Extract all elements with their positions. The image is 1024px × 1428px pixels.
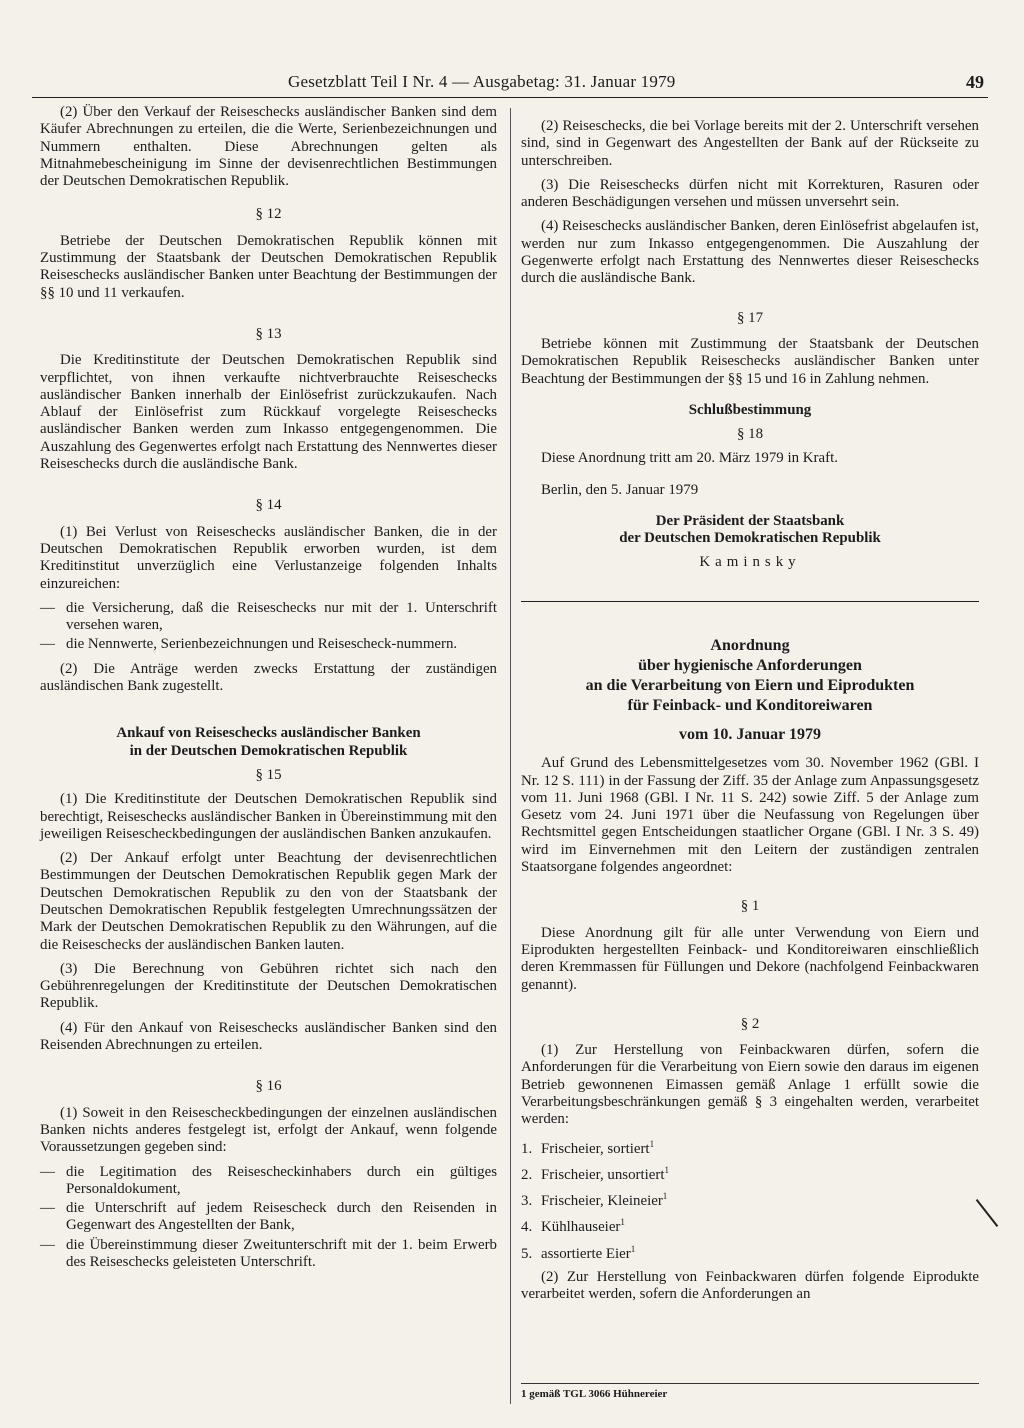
dash-marker: — xyxy=(40,1200,55,1217)
paragraph-11-2: (2) Über den Verkauf der Reiseschecks ausländischer Banken sind dem Käufer Abrechnungen zu erteilen, die die Werte, Serienbezeichnungen und Nummern enthalten. Diese Abrechnungen gelten als Mitnahmebescheinigung im Sinne der devisenrechtlichen Bestimmungen der Deutschen Demokratischen Republik. xyxy=(40,104,497,190)
right-column xyxy=(521,118,979,1311)
section-13-text: Die Kreditinstitute der Deutschen Demokratischen Republik sind verpflichtet, von ihnen verkaufte nichtverbrauchte Reiseschecks ausländischer Banken innerhalb der Einlösefrist zurückzukaufen. Nach Ablauf der Einlösefrist zum Rückkauf vorgelegte Reiseschecks ausländischer Banken werden zum Inkasso entgegengenommen. Die Auszahlung des Gegenwertes erfolgt nach Erstattung des Nennwertes dieser Reiseschecks durch die ausländische Bank. xyxy=(40,352,497,473)
dash-item xyxy=(40,1200,497,1235)
signature-name: Kaminsky xyxy=(699,553,801,570)
section-15-para-4: (4) Für den Ankauf von Reiseschecks ausländischer Banken sind den Reisenden Abrechnungen zu erteilen. xyxy=(40,1019,497,1054)
section-separator xyxy=(521,601,979,602)
list-item: 4. Kühlhauseier$^1$ xyxy=(521,1217,625,1236)
ordinance-title-line: für Feinback- und Konditoreiwaren xyxy=(627,696,873,714)
dash-text: die Legitimation des Reisescheckinhabers durch ein gültiges Personaldokument, xyxy=(66,1163,497,1197)
section-16-para-4: (4) Reiseschecks ausländischer Banken, deren Einlösefrist abgelaufen ist, werden nur zum Inkasso entgegengenommen. Die Auszahlung der Gegenwerte erfolgt nach Erstattung des Nennwertes dieser Reiseschecks durch die ausländische Bank. xyxy=(521,218,979,287)
subheading-line-1: Ankauf von Reiseschecks ausländischer Banken xyxy=(116,725,421,742)
list-item: 1. Frischeier, sortiert$^1$ xyxy=(521,1138,655,1157)
dash-text: die Versicherung, daß die Reiseschecks nur mit der 1. Unterschrift versehen waren, xyxy=(66,599,497,634)
section-12-heading: § 12 xyxy=(255,206,282,223)
page-number: 49 xyxy=(966,72,984,92)
ordinance-section-2-para-1: (1) Zur Herstellung von Feinbackwaren dürfen, sofern die Anforderungen für die Verarbeitung von Eiern sowie den daraus im eigenen Betrieb gewonnenen Eimassen gemäß Anlage 1 erfüllt sowie die Verarbeitungsbeschränkungen gemäß § 3 eingehalten werden, verarbeitet werden: xyxy=(521,1042,979,1128)
signature-title-2: der Deutschen Demokratischen Republik xyxy=(619,530,881,547)
list-item: 3. Frischeier, Kleineier$^1$ xyxy=(521,1191,668,1210)
section-17-text: Betriebe können mit Zustimmung der Staatsbank der Deutschen Demokratischen Republik Reiseschecks ausländischer Banken unter Beachtung der Bestimmungen der §§ 15 und 16 in Zahlung nehmen. xyxy=(521,335,979,387)
signature-title-1: Der Präsident der Staatsbank xyxy=(655,513,845,530)
egg-list xyxy=(521,1136,979,1263)
dash-text: die Übereinstimmung dieser Zweitunterschrift mit der 1. beim Erwerb des Reiseschecks geleisteten Unterschrift. xyxy=(66,1236,497,1271)
section-15-para-2: (2) Der Ankauf erfolgt unter Beachtung der devisenrechtlichen Bestimmungen der Deutschen Demokratischen Republik gegen Mark der Deutschen Demokratischen Republik zu den von der Staatsbank der Deutschen Demokratischen Republik festgelegten Umrechnungssätzen der Mark der Deutschen Demokratischen Republik zu den Währungen, auf die die Reiseschecks der ausländischen Banken lauten. xyxy=(40,850,497,953)
section-18-text: Diese Anordnung tritt am 20. März 1979 in Kraft. xyxy=(541,450,838,467)
ordinance-title xyxy=(521,636,979,716)
dash-text: die Unterschrift auf jedem Reisescheck durch den Reisenden in Gegenwart des Angestellten der Bank, xyxy=(66,1200,497,1234)
section-15-heading: § 15 xyxy=(255,766,282,783)
ordinance-section-1-text: Diese Anordnung gilt für alle unter Verwendung von Eiern und Eiprodukten hergestellten Feinback- und Konditoreiwaren einschließlich deren Kremmassen für Füllungen und Dekore (nachfolgend Feinbackwaren genannt). xyxy=(521,924,979,993)
dash-marker: — xyxy=(40,1236,55,1253)
dash-marker: — xyxy=(40,636,55,653)
dash-item xyxy=(40,1237,497,1272)
section-14-para-2: (2) Die Anträge werden zwecks Erstattung der zuständigen ausländischen Bank zugestellt. xyxy=(40,660,497,695)
section-16-para-2: (2) Reiseschecks, die bei Vorlage bereits mit der 2. Unterschrift versehen sind, sind in Gegenwart des Angestellten der Bank auf der Rückseite zu unterschreiben. xyxy=(521,118,979,169)
dash-marker: — xyxy=(40,1163,55,1180)
ordinance-date: vom 10. Januar 1979 xyxy=(679,725,821,743)
header-rule xyxy=(32,97,988,98)
footnote: 1 gemäß TGL 3066 Hühnereier xyxy=(521,1383,979,1400)
section-12-text: Betriebe der Deutschen Demokratischen Republik können mit Zustimmung der Staatsbank der Deutschen Demokratischen Republik Reiseschecks ausländischer Banken unter Beachtung der Bestimmungen der §§ 10 und 11 verkaufen. xyxy=(40,232,497,301)
left-column xyxy=(40,104,497,1273)
subheading-line-2: in der Deutschen Demokratischen Republik xyxy=(129,742,408,759)
place-date: Berlin, den 5. Januar 1979 xyxy=(541,481,699,498)
section-14-para-1: (1) Bei Verlust von Reiseschecks ausländischer Banken, die in der Deutschen Demokratischen Republik erworben wurden, ist dem Kreditinstitut unverzüglich eine Verlustanzeige folgenden Inhalts einzureichen: xyxy=(40,523,497,592)
list-item: 5. assortierte Eier$^1$ xyxy=(521,1243,636,1262)
dash-item xyxy=(40,1164,497,1199)
ordinance-section-2-para-2: (2) Zur Herstellung von Feinbackwaren dürfen folgende Eiprodukte verarbeitet werden, sofern die Anforderungen an xyxy=(521,1268,979,1303)
ordinance-section-1-heading: § 1 xyxy=(740,898,760,915)
section-15-para-1: (1) Die Kreditinstitute der Deutschen Demokratischen Republik sind berechtigt, Reiseschecks ausländischer Banken in Übereinstimmung mit den jeweiligen Reisescheckbedingungen der ausländischen Banken anzukaufen. xyxy=(40,791,497,842)
margin-mark xyxy=(976,1199,999,1227)
ordinance-section-2-heading: § 2 xyxy=(740,1015,760,1032)
section-16-heading: § 16 xyxy=(255,1078,282,1095)
dash-text: die Nennwerte, Serienbezeichnungen und Reisescheck-nummern. xyxy=(66,636,458,653)
page-header xyxy=(288,72,984,98)
section-14-heading: § 14 xyxy=(255,497,282,514)
section-18-heading: § 18 xyxy=(736,426,764,443)
section-13-heading: § 13 xyxy=(255,325,282,342)
section-15-para-3: (3) Die Berechnung von Gebühren richtet sich nach den Gebührenregelungen der Kreditinstitute der Deutschen Demokratischen Republik. xyxy=(40,960,497,1012)
dash-marker: — xyxy=(40,599,55,616)
dash-item xyxy=(40,636,497,653)
final-provision-heading: Schlußbestimmung xyxy=(688,401,812,418)
ordinance-intro: Auf Grund des Lebensmittelgesetzes vom 30. November 1962 (GBl. I Nr. 12 S. 111) in der Fassung der Ziff. 35 der Anlage zum Anpassungsgesetz vom 11. Juni 1968 (GBl. I Nr. 11 S. 242) sowie Ziff. 5 der Anlage zum Gesetz vom 24. Juni 1971 über die Neufassung von Regelungen über Rechtsmittel gegen Entscheidungen staatlicher Organe (GBl. I Nr. 3 S. 49) wird im Einvernehmen mit den Leitern der zuständigen zentralen Staatsorgane folgendes angeordnet: xyxy=(521,755,979,876)
ordinance-title-line: an die Verarbeitung von Eiern und Eiprodukten xyxy=(585,676,915,694)
section-16-para-3: (3) Die Reiseschecks dürfen nicht mit Korrekturen, Rasuren oder anderen Beschädigungen versehen und müssen unversehrt sein. xyxy=(521,176,979,211)
section-16-para-1: (1) Soweit in den Reisescheckbedingungen der einzelnen ausländischen Banken nichts anderes festgelegt ist, erfolgt der Ankauf, wenn folgende Voraussetzungen gegeben sind: xyxy=(40,1104,497,1156)
list-item: 2. Frischeier, unsortiert$^1$ xyxy=(521,1164,669,1183)
section-17-heading: § 17 xyxy=(736,309,764,326)
header-title: Gesetzblatt Teil I Nr. 4 — Ausgabetag: 31. Januar 1979 xyxy=(288,72,676,91)
ordinance-title-line: Anordnung xyxy=(710,636,790,654)
dash-item xyxy=(40,600,497,635)
ordinance-title-line: über hygienische Anforderungen xyxy=(638,656,862,674)
column-divider xyxy=(510,108,511,1404)
